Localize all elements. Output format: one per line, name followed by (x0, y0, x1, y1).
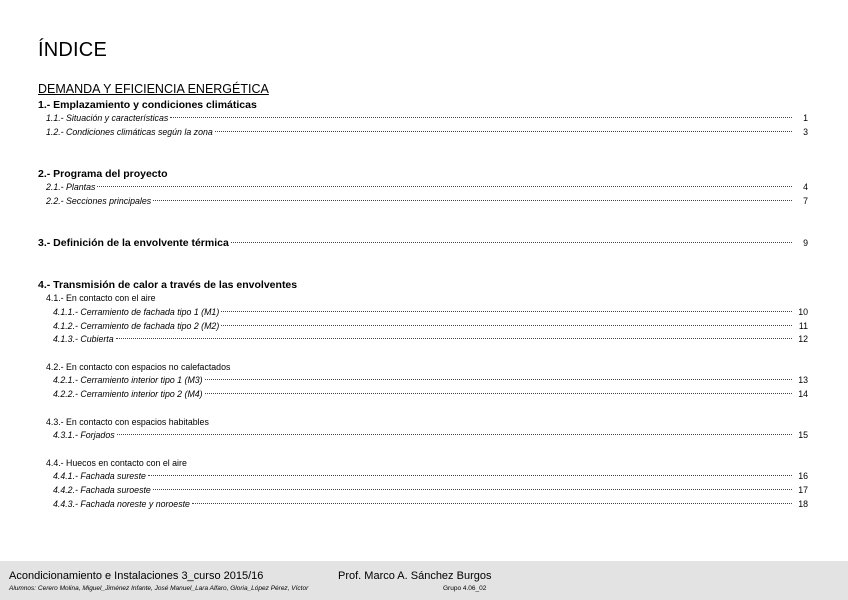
toc-entry-title: 2.2.- Secciones principales (46, 195, 152, 206)
toc-subgroup-label[interactable]: 4.3.- En contacto con espacios habitables (46, 416, 209, 427)
dot-leader (97, 186, 792, 187)
dot-leader (153, 200, 792, 201)
toc-entry[interactable] (38, 112, 808, 126)
toc-heading-title: 4.- Transmisión de calor a través de las envolventes (38, 279, 298, 292)
toc-page-number: 18 (798, 498, 808, 509)
toc-entry[interactable] (38, 470, 808, 484)
toc-page-number: 3 (803, 126, 808, 137)
dot-leader (205, 393, 792, 394)
toc-entry-title: 4.4.1.- Fachada sureste (53, 471, 146, 482)
toc-entry[interactable] (38, 429, 808, 443)
toc-subgroup-label[interactable]: 4.4.- Huecos en contacto con el aire (46, 457, 187, 468)
toc-page-number: 4 (803, 182, 808, 193)
toc-section-3 (38, 236, 808, 250)
dot-leader (205, 379, 792, 380)
footer-students: Alumnos: Cerero Molina, Miguel_Jiménez Infante, José Manuel_Lara Alfaro, Gloria_López Pérez, Víctor (9, 585, 309, 592)
toc-section-4 (38, 278, 808, 511)
toc-page-number: 15 (798, 430, 808, 441)
toc-page-number: 11 (798, 320, 808, 331)
toc-entry[interactable] (38, 306, 808, 320)
toc-page-number: 16 (798, 471, 808, 482)
toc-heading[interactable] (38, 167, 808, 181)
toc-heading-title: 2.- Programa del proyecto (38, 168, 168, 181)
toc-heading-title: 3.- Definición de la envolvente térmica (38, 237, 229, 250)
toc-subgroup-label[interactable]: 4.1.- En contacto con el aire (46, 293, 156, 304)
table-of-contents (38, 98, 808, 511)
dot-leader (148, 475, 792, 476)
toc-entry[interactable] (38, 195, 808, 209)
toc-heading[interactable] (38, 236, 808, 250)
toc-entry[interactable] (38, 388, 808, 402)
toc-section-1 (38, 98, 808, 139)
page-title: ÍNDICE (38, 39, 107, 61)
toc-entry[interactable] (38, 484, 808, 498)
section-heading: DEMANDA Y EFICIENCIA ENERGÉTICA (38, 82, 269, 96)
toc-page-number: 12 (798, 334, 808, 345)
toc-section-2 (38, 167, 808, 208)
toc-heading[interactable] (38, 98, 808, 112)
toc-entry[interactable] (38, 181, 808, 195)
toc-entry-title: 4.1.1.- Cerramiento de fachada tipo 1 (M1) (53, 306, 220, 317)
toc-page-number: 10 (798, 306, 808, 317)
toc-entry-title: 2.1.- Plantas (46, 182, 96, 193)
dot-leader (221, 311, 792, 312)
toc-heading-title: 1.- Emplazamiento y condiciones climáticas (38, 99, 257, 111)
toc-page-number: 7 (803, 195, 808, 206)
toc-entry-title: 1.2.- Condiciones climáticas según la zona (46, 126, 213, 137)
toc-entry[interactable] (38, 333, 808, 347)
dot-leader (116, 338, 792, 339)
toc-subgroup-label[interactable]: 4.2.- En contacto con espacios no calefactados (46, 361, 231, 372)
page-footer (0, 561, 848, 600)
dot-leader (215, 131, 792, 132)
toc-entry[interactable] (38, 126, 808, 140)
toc-entry[interactable] (38, 498, 808, 512)
dot-leader (231, 242, 792, 243)
toc-heading[interactable] (38, 278, 808, 292)
toc-page-number: 13 (798, 375, 808, 386)
toc-entry[interactable] (38, 320, 808, 334)
toc-entry-title: 4.2.2.- Cerramiento interior tipo 2 (M4) (53, 388, 203, 399)
toc-entry-title: 4.1.3.- Cubierta (53, 334, 114, 345)
footer-professor: Prof. Marco A. Sánchez Burgos (338, 570, 492, 582)
footer-group: Grupo 4.06_02 (443, 585, 487, 592)
toc-page-number: 1 (803, 113, 808, 123)
toc-page-number: 17 (798, 484, 808, 495)
toc-entry-title: 4.4.3.- Fachada noreste y noroeste (53, 498, 190, 509)
toc-page-number: 14 (798, 388, 808, 399)
dot-leader (153, 489, 792, 490)
toc-page-number: 9 (803, 238, 808, 249)
toc-entry-title: 4.4.2.- Fachada suroeste (53, 484, 151, 495)
dot-leader (170, 117, 792, 118)
toc-entry-title: 4.2.1.- Cerramiento interior tipo 1 (M3) (53, 375, 203, 386)
dot-leader (221, 325, 792, 326)
toc-entry-title: 4.1.2.- Cerramiento de fachada tipo 2 (M2) (53, 320, 220, 331)
dot-leader (192, 503, 792, 504)
toc-entry[interactable] (38, 374, 808, 388)
dot-leader (117, 434, 792, 435)
toc-entry-title: 1.1.- Situación y características (46, 113, 169, 123)
footer-course: Acondicionamiento e Instalaciones 3_curso 2015/16 (9, 570, 264, 582)
toc-entry-title: 4.3.1.- Forjados (53, 430, 115, 441)
